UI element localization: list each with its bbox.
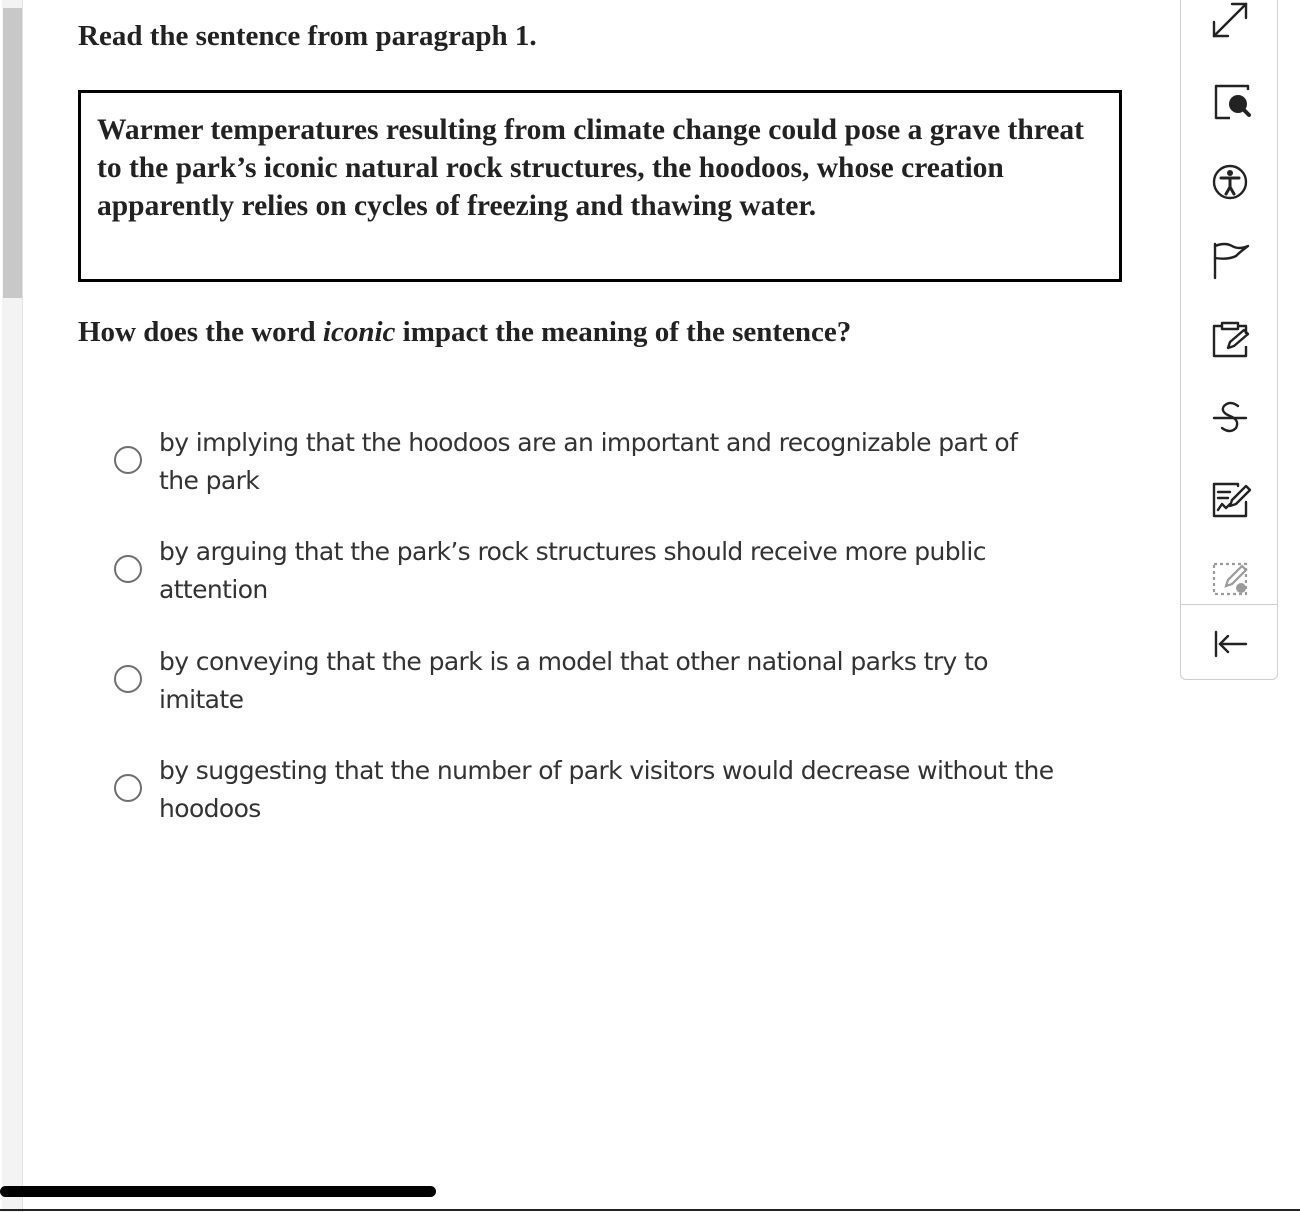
left-scrollbar-thumb[interactable] [3, 8, 22, 298]
line-reader-icon [1208, 80, 1252, 124]
collapse-sidebar-button[interactable] [1206, 620, 1254, 668]
bottom-border [0, 1209, 1300, 1211]
tool-sidebar [1180, 0, 1278, 680]
expand-icon [1208, 0, 1252, 42]
collapse-left-icon [1208, 622, 1252, 666]
strikethrough-icon [1208, 396, 1252, 440]
radio-button-b[interactable] [114, 555, 142, 583]
answer-option-d-text[interactable]: by suggesting that the number of park visitors would decrease without the hoodoos [159, 756, 1054, 823]
answer-option-c-text[interactable]: by conveying that the park is a model that other national parks try to imitate [159, 647, 988, 714]
highlighter-icon [1208, 476, 1252, 520]
notepad-icon [1208, 318, 1252, 362]
question-stem [78, 316, 851, 349]
question-text-after: impact the meaning of the sentence? [402, 316, 852, 348]
flag-button[interactable] [1206, 236, 1254, 284]
horizontal-scrollbar-thumb[interactable] [0, 1186, 436, 1197]
strikethrough-button[interactable] [1206, 394, 1254, 442]
radio-button-c[interactable] [114, 665, 142, 693]
line-reader-button[interactable] [1206, 78, 1254, 126]
notepad-button[interactable] [1206, 316, 1254, 364]
flag-icon [1208, 238, 1252, 282]
accessibility-button[interactable] [1206, 158, 1254, 206]
expand-button[interactable] [1206, 0, 1254, 44]
radio-button-a[interactable] [114, 446, 142, 474]
highlighter-button[interactable] [1206, 474, 1254, 522]
toolbar-divider [1181, 604, 1277, 605]
answer-option-a-text[interactable]: by implying that the hoodoos are an important and recognizable part of the park [159, 428, 1018, 495]
question-text-before: How does the word [78, 316, 316, 348]
instruction-text: Read the sentence from paragraph 1. [78, 20, 537, 52]
eraser-icon [1208, 556, 1252, 600]
question-emphasis-word: iconic [322, 316, 396, 348]
eraser-button[interactable] [1206, 554, 1254, 602]
radio-button-d[interactable] [114, 774, 142, 802]
answer-option-b-text[interactable]: by arguing that the park’s rock structures should receive more public attention [159, 537, 986, 604]
accessibility-icon [1208, 160, 1252, 204]
quoted-sentence-box [78, 90, 1122, 282]
quoted-sentence: Warmer temperatures resulting from climate change could pose a grave threat to the park’s iconic natural rock structures, the hoodoos, whose creation apparently relies on cycles of freezing and thawing water. [97, 114, 1084, 222]
